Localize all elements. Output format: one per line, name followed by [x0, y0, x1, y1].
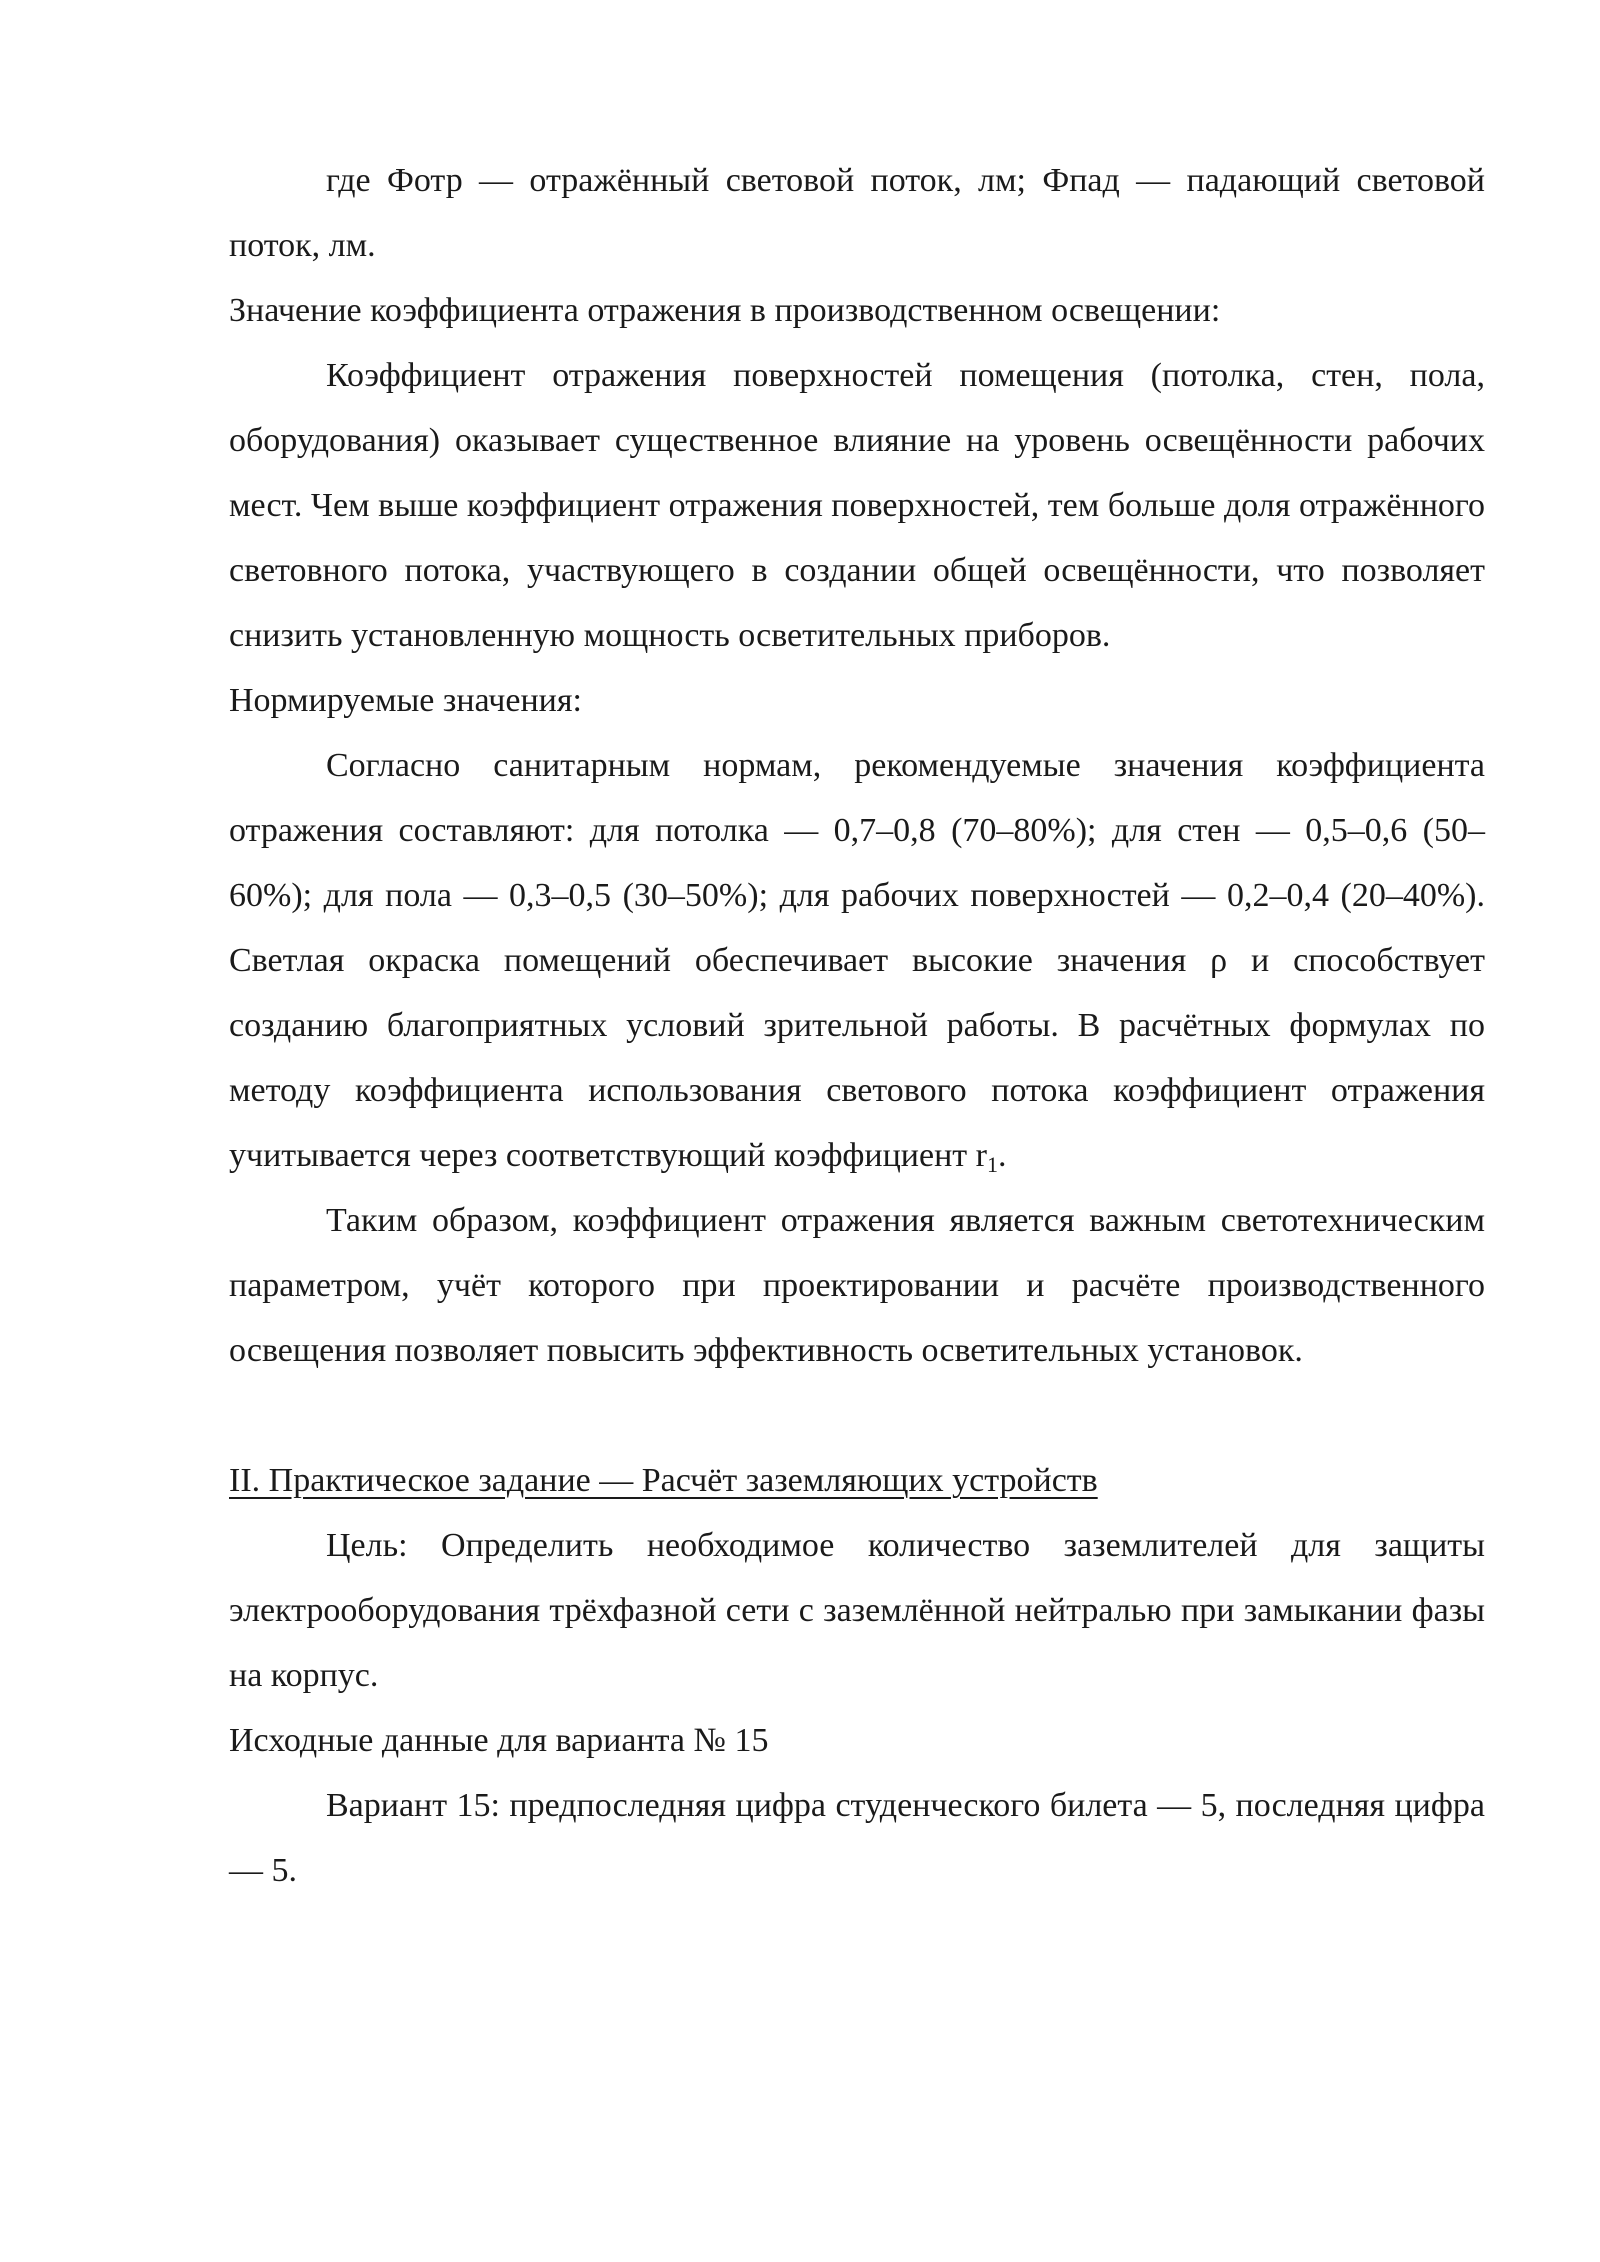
paragraph-flux-definitions: где Фотр — отражённый световой поток, лм; Фпад — падающий световой поток, лм. — [229, 162, 1485, 264]
paragraph-variant: Вариант 15: предпоследняя цифра студенческого билета — 5, последняя цифра — 5. — [229, 1787, 1485, 1889]
subscript-index: 1 — [986, 1152, 998, 1177]
section-heading-text: II. Практическое задание — Расчёт заземляющих устройств — [229, 1462, 1098, 1499]
paragraph-initial-data-heading: Исходные данные для варианта № 15 — [229, 1722, 769, 1759]
sentence-end: . — [997, 1137, 1007, 1174]
paragraph-goal: Цель: Определить необходимое количество заземлителей для защиты электрооборудования трёхфазной сети с заземлённой нейтралью при замыкании фазы на корпус. — [229, 1527, 1485, 1694]
normative-values-text: Согласно санитарным нормам, рекомендуемые значения коэффициента отражения составляют: для потолка — 0,7–0,8 (70–80%); для стен — 0,5–0,6 (50–60%); для пола — 0,3–0,5 (30–50%); для рабочих поверхностей — 0,2–0,4 (20–40%). Светлая окраска помещений обеспечивает высокие значения ρ и способствует созданию благоприятных условий зрительной работы. В расчётных формулах по методу коэффициента использования светового потока коэффициент отражения учитывается через соответствующий коэффициент r — [229, 747, 1485, 1174]
section-heading — [229, 1448, 1485, 1513]
paragraph-normative-heading: Нормируемые значения: — [229, 682, 582, 719]
blank-line — [229, 1383, 1485, 1448]
paragraph-conclusion: Таким образом, коэффициент отражения является важным светотехническим параметром, учёт которого при проектировании и расчёте производственного освещения позволяет повысить эффективность осветительных установок. — [229, 1202, 1485, 1369]
page-content — [229, 148, 1485, 1903]
paragraph-reflection-influence: Коэффициент отражения поверхностей помещения (потолка, стен, пола, оборудования) оказывает существенное влияние на уровень освещённости рабочих мест. Чем выше коэффициент отражения поверхностей, тем больше доля отражённого световного потока, участвующего в создании общей освещённости, что позволяет снизить установленную мощность осветительных приборов. — [229, 357, 1485, 654]
paragraph-normative-values — [229, 733, 1485, 1188]
paragraph-reflection-heading: Значение коэффициента отражения в производственном освещении: — [229, 292, 1221, 329]
